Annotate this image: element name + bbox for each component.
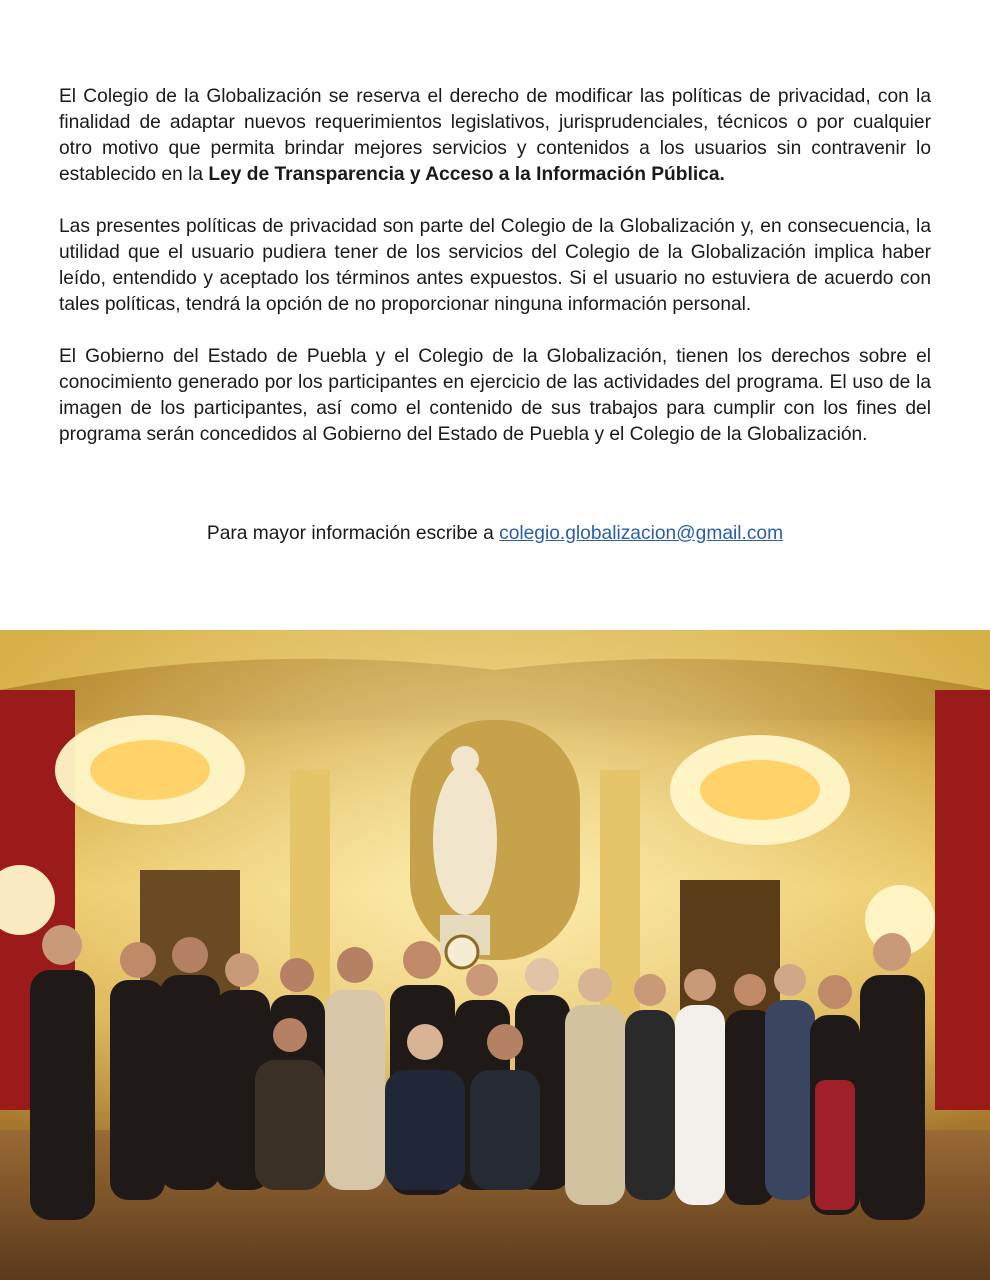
paragraph-1-text: El Colegio de la Globalización se reserva el derecho de modificar las políticas de privacidad, con la finalidad de adaptar nuevos requerimientos legislativos, jurisprudenciales, técnicos o por cualquier otro motivo que permita brindar mejores servicios y contenidos a los usuarios sin contravenir lo establecido en la [59, 86, 931, 185]
paragraph-modification-policy [59, 84, 931, 188]
group-photo-illustration [0, 630, 990, 1280]
email-link[interactable]: colegio.globalizacion@gmail.com [499, 523, 784, 544]
paragraph-rights: El Gobierno del Estado de Puebla y el Colegio de la Globalización, tienen los derechos sobre el conocimiento generado por los participantes en ejercicio de las actividades del programa. El uso de la imagen de los participantes, así como el contenido de sus trabajos para cumplir con los fines del programa serán concedidos al Gobierno del Estado de Puebla y el Colegio de la Globalización. [59, 346, 931, 445]
contact-prefix: Para mayor información escribe a [206, 523, 500, 544]
group-photo [0, 630, 990, 1280]
law-reference: Ley de Transparencia y Acceso a la Información Pública. [208, 164, 725, 185]
privacy-text-block [59, 84, 931, 474]
contact-line [0, 521, 990, 547]
paragraph-acceptance: Las presentes políticas de privacidad son parte del Colegio de la Globalización y, en consecuencia, la utilidad que el usuario pudiera tener de los servicios del Colegio de la Globalización implica haber leído, entendido y aceptado los términos antes expuestos. Si el usuario no estuviera de acuerdo con tales políticas, tendrá la opción de no proporcionar ninguna información personal. [59, 216, 931, 315]
